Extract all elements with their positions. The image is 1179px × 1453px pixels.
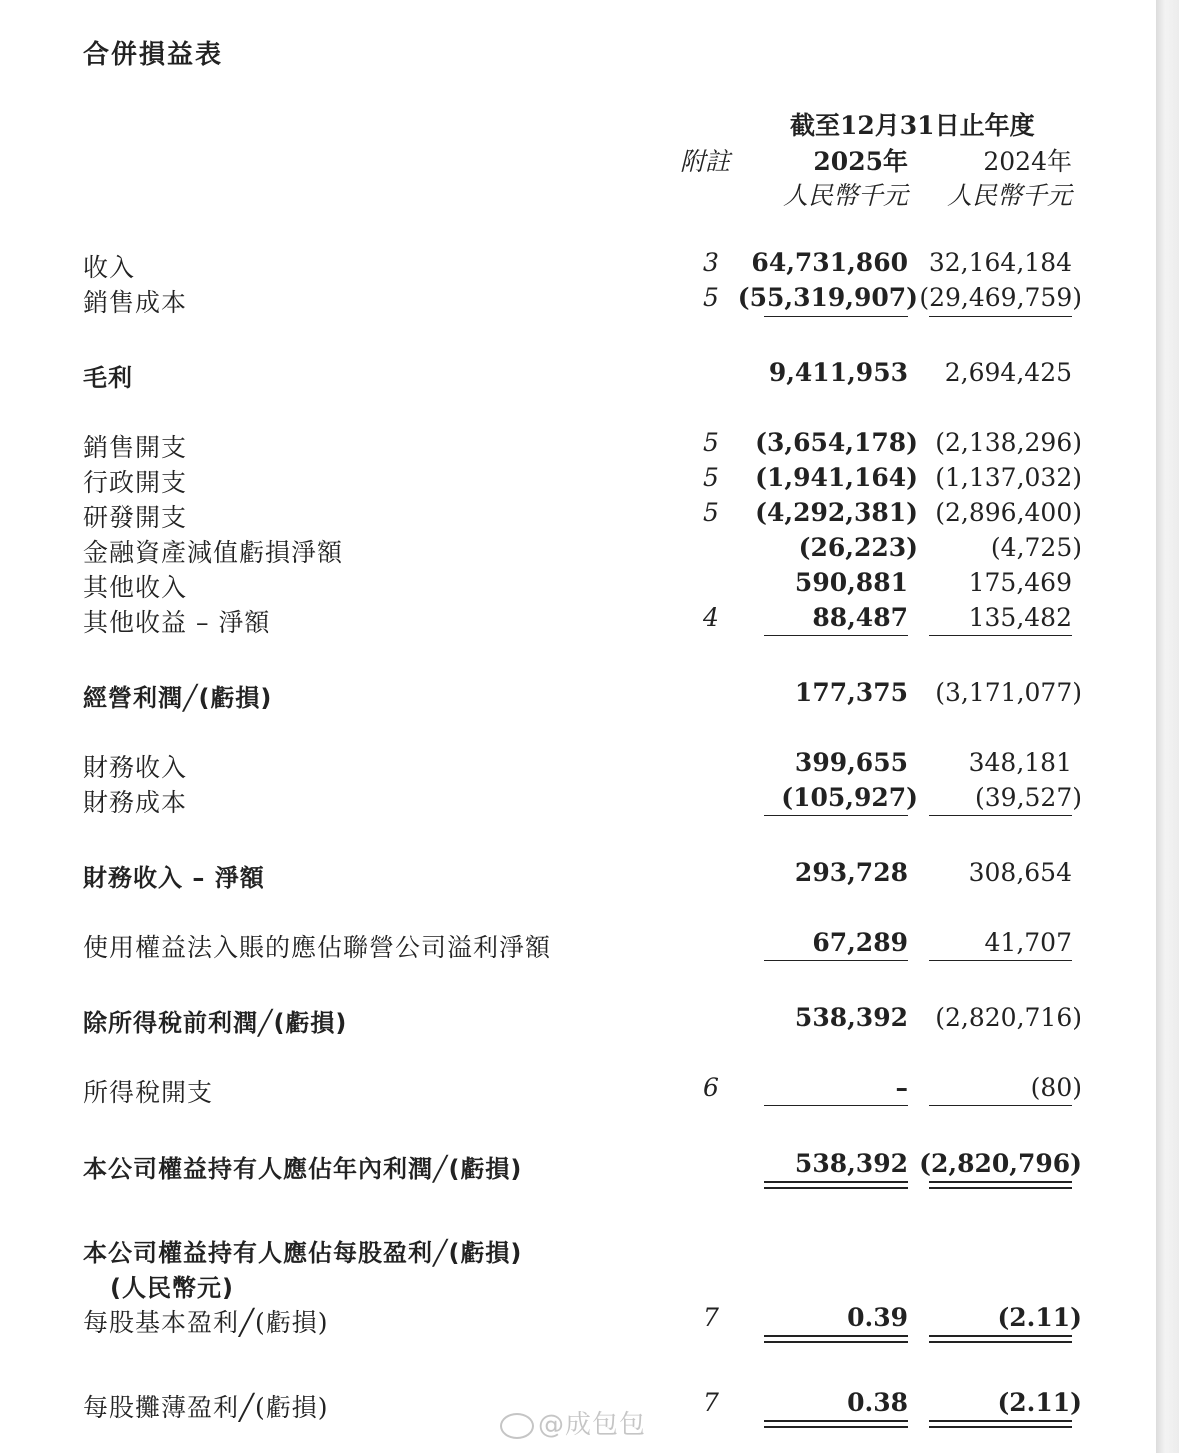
row-label: 每股攤薄盈利╱(虧損) (83, 1393, 329, 1422)
table-row (0, 783, 1156, 817)
row-value-current: 538,392 (794, 1149, 908, 1178)
row-value-current: (4,292,381) (755, 498, 918, 527)
row-label: 行政開支 (83, 468, 188, 497)
table-row (0, 428, 1156, 462)
row-label: 銷售成本 (83, 288, 188, 317)
row-value-current: 9,411,953 (768, 358, 908, 387)
row-note: 7 (703, 1388, 719, 1417)
row-value-prior: 308,654 (968, 858, 1072, 887)
unit-current-header: 人民幣千元 (782, 181, 908, 210)
table-row (0, 568, 1156, 602)
row-value-prior: (2.11) (997, 1303, 1082, 1332)
row-value-current: (1,941,164) (755, 463, 918, 492)
row-value-current: 177,375 (794, 678, 908, 707)
row-label: 其他收入 (83, 573, 188, 602)
row-value-current: 399,655 (794, 748, 908, 777)
row-label: 收入 (83, 253, 136, 282)
unit-prior-header: 人民幣千元 (946, 181, 1072, 210)
row-note: 3 (703, 248, 719, 277)
weibo-icon (500, 1413, 534, 1439)
row-value-prior: (4,725) (990, 533, 1082, 562)
row-label: 經營利潤╱(虧損) (83, 684, 273, 712)
row-value-prior: (1,137,032) (935, 463, 1082, 492)
row-note: 4 (703, 603, 719, 632)
table-row (0, 1073, 1156, 1107)
row-value-prior: (2,138,296) (935, 428, 1082, 457)
row-value-current: 293,728 (794, 858, 908, 887)
period-header: 截至12月31日止年度 (790, 111, 1035, 140)
subtotal-rule (929, 316, 1072, 317)
total-double-rule (929, 1335, 1072, 1343)
row-label: 本公司權益持有人應佔每股盈利╱(虧損) (83, 1239, 523, 1267)
row-note: 5 (703, 498, 719, 527)
row-note: 5 (703, 428, 719, 457)
row-value-prior: 2,694,425 (944, 358, 1072, 387)
row-label: 除所得稅前利潤╱(虧損) (83, 1009, 348, 1037)
subtotal-rule (929, 1105, 1072, 1106)
row-value-prior: (2,896,400) (935, 498, 1082, 527)
watermark (500, 1404, 646, 1441)
row-value-current: (3,654,178) (755, 428, 918, 457)
watermark-text: @成包包 (538, 1410, 647, 1440)
table-row (0, 498, 1156, 532)
row-value-prior: 348,181 (968, 748, 1072, 777)
row-value-prior: (2.11) (997, 1388, 1082, 1417)
table-row (0, 1003, 1156, 1037)
row-value-prior: (80) (1030, 1073, 1082, 1102)
row-value-current: 0.38 (847, 1388, 908, 1417)
table-row (0, 1268, 1156, 1302)
year-prior-header: 2024年 (983, 147, 1072, 176)
subtotal-rule (764, 316, 908, 317)
row-value-prior: 135,482 (968, 603, 1072, 632)
table-row (0, 358, 1156, 392)
total-double-rule (764, 1335, 908, 1343)
row-value-prior: (3,171,077) (935, 678, 1082, 707)
table-row (0, 1149, 1156, 1183)
row-note: 5 (703, 463, 719, 492)
row-label: 財務收入 – 淨額 (83, 864, 265, 892)
row-value-current: 590,881 (794, 568, 908, 597)
row-value-prior: 41,707 (984, 928, 1072, 957)
row-label: 使用權益法入賬的應佔聯營公司溢利淨額 (83, 933, 552, 962)
table-row (0, 858, 1156, 892)
subtotal-rule (929, 635, 1072, 636)
table-row (0, 928, 1156, 962)
row-label: 財務收入 (83, 753, 188, 782)
row-label: 其他收益 – 淨額 (83, 608, 271, 637)
note-column-header: 附註 (680, 147, 731, 176)
row-label: 本公司權益持有人應佔年內利潤╱(虧損) (83, 1155, 523, 1183)
row-label: 銷售開支 (83, 433, 188, 462)
total-double-rule (929, 1181, 1072, 1189)
row-label: 財務成本 (83, 788, 188, 817)
row-note: 5 (703, 283, 719, 312)
subtotal-rule (764, 1105, 908, 1106)
row-label: 研發開支 (83, 503, 188, 532)
subtotal-rule (929, 960, 1072, 961)
row-value-current: (26,223) (798, 533, 918, 562)
subtotal-rule (764, 815, 908, 816)
table-row (0, 1233, 1156, 1267)
row-value-current: (55,319,907) (737, 283, 918, 312)
row-value-current: 0.39 (847, 1303, 908, 1332)
row-value-current: 88,487 (812, 603, 908, 632)
total-double-rule (764, 1420, 908, 1428)
row-value-current: (105,927) (781, 783, 918, 812)
row-value-prior: (39,527) (975, 783, 1082, 812)
row-label: 所得稅開支 (83, 1078, 214, 1107)
table-row (0, 1303, 1156, 1337)
row-note: 7 (703, 1303, 719, 1332)
page-title: 合併損益表 (83, 40, 224, 70)
subtotal-rule (764, 960, 908, 961)
row-note: 6 (703, 1073, 719, 1102)
total-double-rule (929, 1420, 1072, 1428)
row-value-prior: 175,469 (968, 568, 1072, 597)
row-value-prior: (29,469,759) (919, 283, 1082, 312)
row-value-prior: (2,820,716) (935, 1003, 1082, 1032)
table-row (0, 533, 1156, 567)
subtotal-rule (929, 815, 1072, 816)
table-row (0, 603, 1156, 637)
page-edge-shadow (1156, 0, 1179, 1453)
row-value-current: 64,731,860 (751, 248, 908, 277)
total-double-rule (764, 1181, 908, 1189)
row-value-current: 538,392 (794, 1003, 908, 1032)
row-value-current: 67,289 (812, 928, 908, 957)
row-label: 金融資產減值虧損淨額 (83, 538, 344, 567)
table-row (0, 463, 1156, 497)
row-value-prior: (2,820,796) (919, 1149, 1082, 1178)
row-label: (人民幣元) (110, 1274, 234, 1302)
row-value-current: – (895, 1073, 908, 1102)
subtotal-rule (764, 635, 908, 636)
row-label: 每股基本盈利╱(虧損) (83, 1308, 329, 1337)
table-row (0, 283, 1156, 317)
table-row (0, 678, 1156, 712)
year-current-header: 2025年 (813, 147, 908, 176)
row-value-prior: 32,164,184 (928, 248, 1072, 277)
table-row (0, 248, 1156, 282)
table-row (0, 748, 1156, 782)
row-label: 毛利 (83, 364, 133, 392)
